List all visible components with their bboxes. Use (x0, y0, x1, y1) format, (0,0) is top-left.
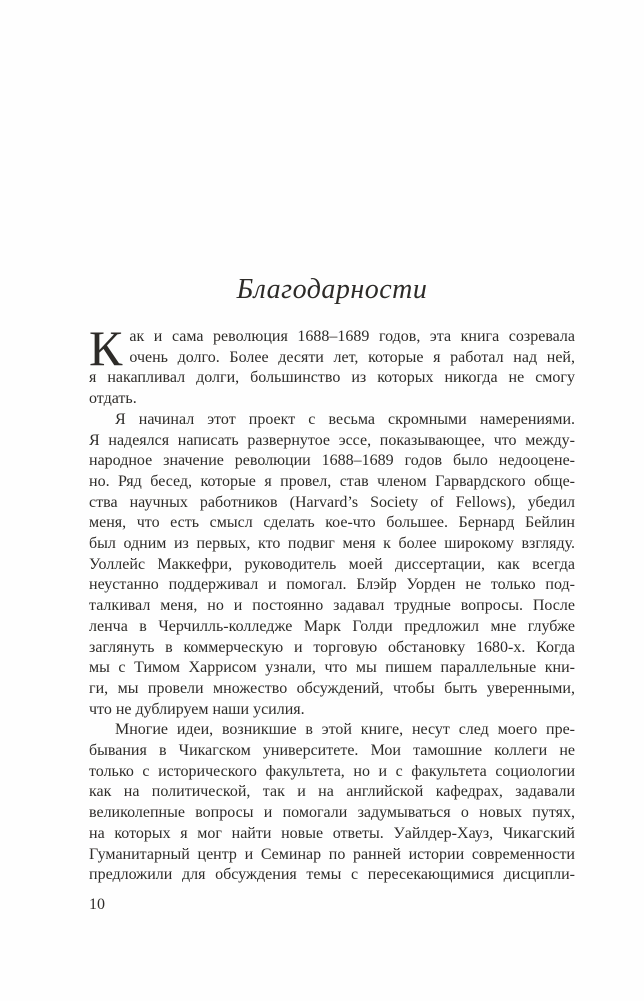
text-line: Уоллейс Маккефри, руководитель моей диссертации, как всегда (89, 555, 575, 573)
text-line: Гуманитарный центр и Семинар по ранней истории современности (89, 845, 575, 863)
text-line: великолепные вопросы и помогали задумываться о новых путях, (89, 804, 575, 822)
text-line: был одним из первых, кто подвиг меня к более широкому взгляду. (89, 535, 575, 553)
text-line: как на политической, так и на английской кафедрах, задавали (89, 783, 575, 801)
text-line: меня, что есть смысл сделать кое-что большее. Бернард Бейлин (89, 514, 575, 532)
paragraph (89, 720, 575, 886)
text-line: на которых я мог найти новые ответы. Уайлдер-Хауз, Чикагский (89, 824, 575, 842)
text-line: неустанно поддерживал и помогал. Блэйр Уорден не только под- (89, 576, 575, 594)
paragraphs (89, 320, 575, 886)
text-line: бывания в Чикагском университете. Мои тамошние коллеги не (89, 742, 575, 760)
page-number: 10 (89, 896, 105, 913)
text-line: ленча в Черчилль-колледже Марк Голди предложил мне глубже (89, 617, 575, 635)
paragraph (89, 320, 575, 410)
text-line: только с исторического факультета, но и с факультета социологии (89, 762, 575, 780)
page-content (89, 276, 575, 886)
text-line: ства научных работников (Harvard’s Society of Fellows), убедил (89, 493, 575, 511)
text-line: мы с Тимом Харрисом узнали, что мы пишем параллельные кни- (89, 659, 575, 677)
text-line: отдать. (89, 390, 137, 408)
text-line: Я надеялся написать развернутое эссе, показывающее, что между- (89, 431, 575, 449)
text-line: что не дублируем наши усилия. (89, 700, 305, 718)
chapter-heading: Благодарности (236, 274, 428, 305)
text-line: заглянуть в коммерческую и торговую обстановку 1680-х. Когда (89, 638, 575, 656)
text-line: талкивал меня, но и постоянно задавал трудные вопросы. После (89, 597, 575, 615)
text-line: но. Ряд бесед, которые я провел, став членом Гарвардского обще- (89, 472, 575, 490)
text-line: предложили для обсуждения темы с пересекающимися дисципли- (89, 866, 575, 884)
text-line: я накапливал долги, большинство из которых никогда не смогу (89, 369, 575, 387)
text-line: очень долго. Более десяти лет, которые я работал над ней, (129, 348, 575, 366)
drop-cap: К (89, 320, 123, 376)
text-line: Я начинал этот проект с весьма скромными намерениями. (115, 410, 575, 428)
text-line: ак и сама революция 1688–1689 годов, эта книга созревала (129, 328, 575, 345)
paragraph (89, 410, 575, 721)
text-line: народное значение революции 1688–1689 годов было недооцене- (89, 452, 575, 470)
text-line: ги, мы провели множество обсуждений, чтобы быть уверенными, (89, 679, 575, 697)
text-line: Многие идеи, возникшие в этой книге, несут след моего пре- (115, 721, 575, 739)
